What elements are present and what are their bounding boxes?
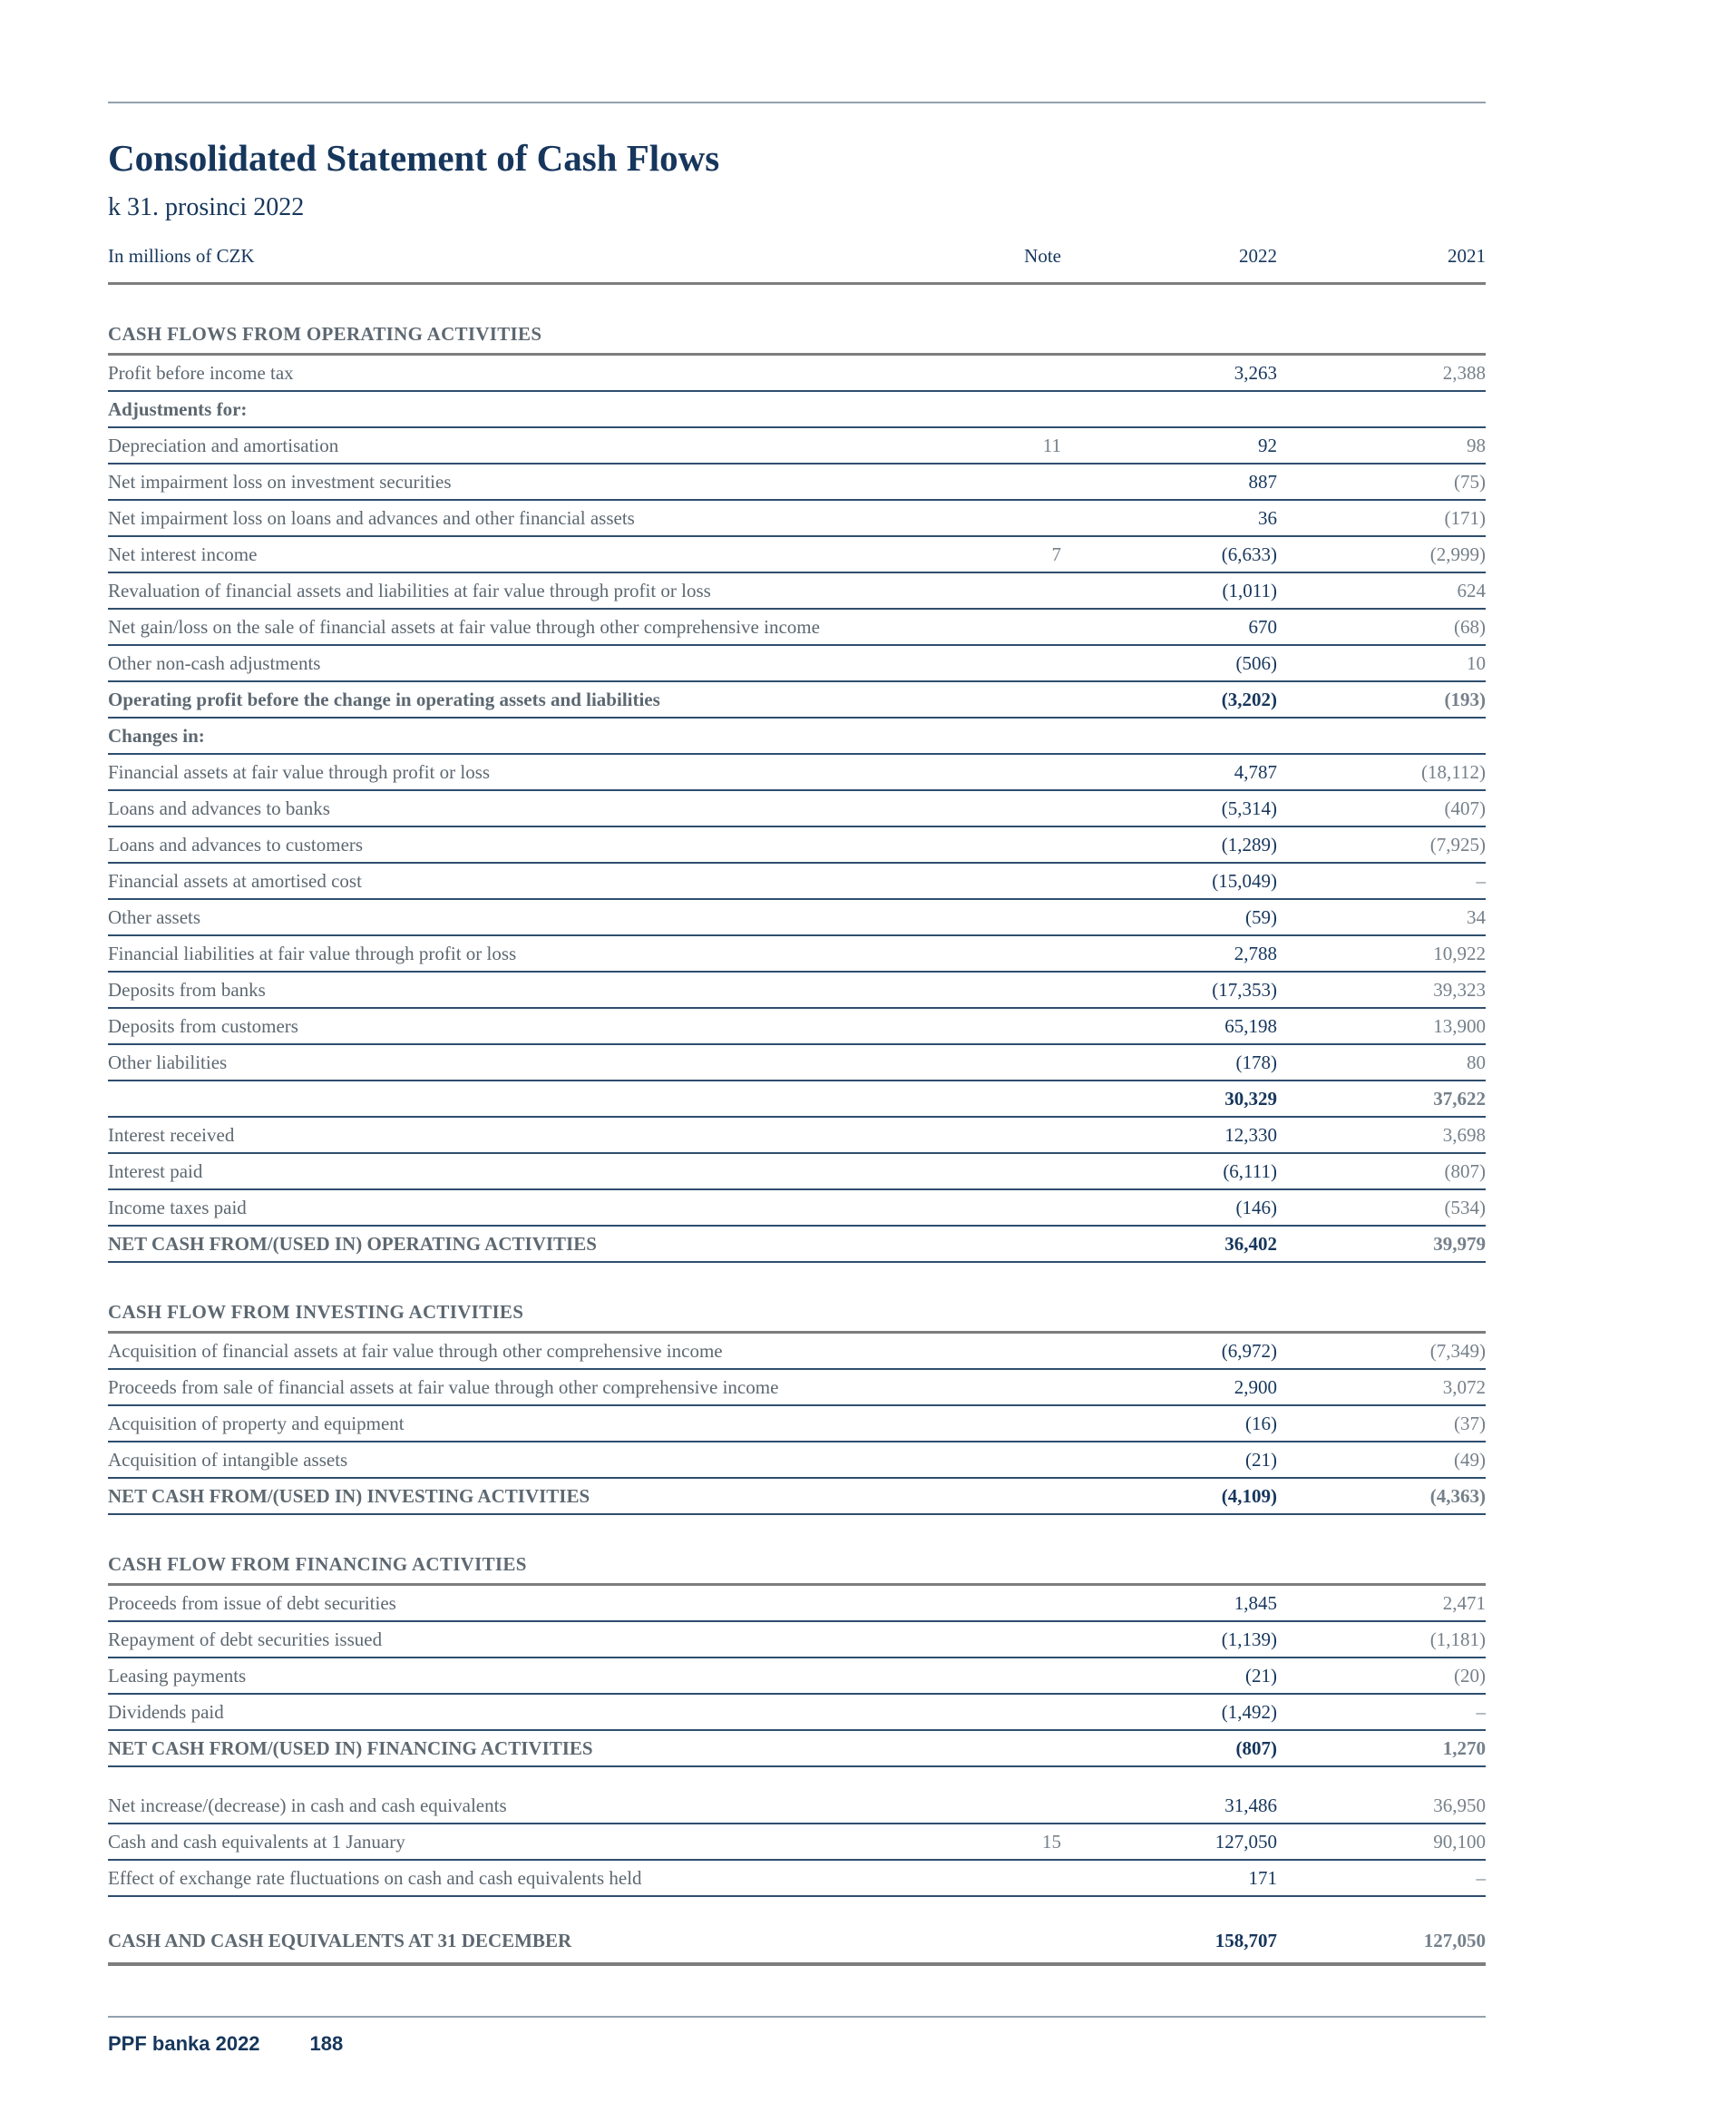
value-2022: (146) xyxy=(1061,1189,1277,1226)
row-label: Changes in: xyxy=(108,718,952,754)
value-2021: 1,270 xyxy=(1277,1730,1486,1766)
note-cell xyxy=(952,391,1061,427)
row-label: Operating profit before the change in operating assets and liabilities xyxy=(108,681,952,718)
note-cell xyxy=(952,863,1061,899)
note-cell xyxy=(952,899,1061,935)
row-label: Financial liabilities at fair value through profit or loss xyxy=(108,935,952,972)
table-row xyxy=(108,935,1486,972)
footer-brand: PPF banka 2022 xyxy=(108,2032,260,2055)
row-label: Proceeds from sale of financial assets at fair value through other comprehensive income xyxy=(108,1369,952,1405)
page-subtitle: k 31. prosinci 2022 xyxy=(108,193,305,221)
row-label xyxy=(108,1081,952,1117)
value-2022: (506) xyxy=(1061,645,1277,681)
note-cell xyxy=(952,972,1061,1008)
value-2022: (1,139) xyxy=(1061,1621,1277,1658)
value-2022: 2,788 xyxy=(1061,935,1277,972)
note-cell xyxy=(952,1585,1061,1622)
table-row xyxy=(108,681,1486,718)
note-cell xyxy=(952,1226,1061,1262)
row-label: NET CASH FROM/(USED IN) INVESTING ACTIVITIES xyxy=(108,1478,952,1514)
table-row xyxy=(108,609,1486,645)
value-2021: (7,925) xyxy=(1277,826,1486,863)
value-2022: (6,972) xyxy=(1061,1333,1277,1370)
table-row xyxy=(108,972,1486,1008)
table-row xyxy=(108,1405,1486,1442)
section-header-row xyxy=(108,284,1486,355)
value-2021: – xyxy=(1277,1694,1486,1730)
value-2021: (1,181) xyxy=(1277,1621,1486,1658)
value-2022: 127,050 xyxy=(1061,1824,1277,1860)
note-cell xyxy=(952,1896,1061,1964)
row-label: Loans and advances to customers xyxy=(108,826,952,863)
row-label: Acquisition of financial assets at fair value through other comprehensive income xyxy=(108,1333,952,1370)
value-2022: 1,845 xyxy=(1061,1585,1277,1622)
note-cell: 15 xyxy=(952,1824,1061,1860)
row-label: Profit before income tax xyxy=(108,355,952,392)
footer-rule xyxy=(108,2016,1486,2018)
row-label: Loans and advances to banks xyxy=(108,790,952,826)
value-2022 xyxy=(1061,718,1277,754)
row-label: NET CASH FROM/(USED IN) FINANCING ACTIVITIES xyxy=(108,1730,952,1766)
value-2021 xyxy=(1277,718,1486,754)
note-cell xyxy=(952,645,1061,681)
value-2021: (18,112) xyxy=(1277,754,1486,790)
value-2021: (2,999) xyxy=(1277,536,1486,572)
table-header-row xyxy=(108,241,1486,284)
row-label: Other assets xyxy=(108,899,952,935)
table-row xyxy=(108,500,1486,536)
value-2021: 39,323 xyxy=(1277,972,1486,1008)
table-row xyxy=(108,1621,1486,1658)
note-cell xyxy=(952,1153,1061,1189)
row-label: Deposits from banks xyxy=(108,972,952,1008)
column-header-currency: In millions of CZK xyxy=(108,241,952,284)
note-cell xyxy=(952,826,1061,863)
value-2022: (178) xyxy=(1061,1044,1277,1081)
value-2022: (17,353) xyxy=(1061,972,1277,1008)
note-cell xyxy=(952,790,1061,826)
table-row xyxy=(108,1585,1486,1622)
section-header-row xyxy=(108,1514,1486,1585)
note-cell xyxy=(952,1766,1061,1824)
value-2021: 37,622 xyxy=(1277,1081,1486,1117)
table-row xyxy=(108,1333,1486,1370)
note-cell xyxy=(952,1658,1061,1694)
table-row xyxy=(108,826,1486,863)
page-footer xyxy=(108,2016,1486,2056)
note-cell xyxy=(952,1860,1061,1896)
note-cell xyxy=(952,1621,1061,1658)
table-row xyxy=(108,899,1486,935)
value-2021: 10,922 xyxy=(1277,935,1486,972)
note-cell xyxy=(952,1694,1061,1730)
row-label: Income taxes paid xyxy=(108,1189,952,1226)
note-cell xyxy=(952,500,1061,536)
row-label: Other liabilities xyxy=(108,1044,952,1081)
table-row xyxy=(108,1153,1486,1189)
value-2022: 2,900 xyxy=(1061,1369,1277,1405)
table-row xyxy=(108,427,1486,464)
table-row xyxy=(108,1117,1486,1153)
value-2021: (37) xyxy=(1277,1405,1486,1442)
row-label: Net impairment loss on investment securities xyxy=(108,464,952,500)
table-row xyxy=(108,355,1486,392)
table-row xyxy=(108,1860,1486,1896)
value-2021: 2,388 xyxy=(1277,355,1486,392)
value-2022: (21) xyxy=(1061,1442,1277,1478)
content-column xyxy=(108,0,1486,1966)
row-label: CASH AND CASH EQUIVALENTS AT 31 DECEMBER xyxy=(108,1896,952,1964)
value-2021: 624 xyxy=(1277,572,1486,609)
value-2021: (807) xyxy=(1277,1153,1486,1189)
value-2022: (4,109) xyxy=(1061,1478,1277,1514)
row-label: Interest received xyxy=(108,1117,952,1153)
row-label: Acquisition of property and equipment xyxy=(108,1405,952,1442)
value-2022: (16) xyxy=(1061,1405,1277,1442)
table-row xyxy=(108,1189,1486,1226)
value-2022: (21) xyxy=(1061,1658,1277,1694)
value-2021: 90,100 xyxy=(1277,1824,1486,1860)
column-header-note: Note xyxy=(952,241,1061,284)
table-row xyxy=(108,1226,1486,1262)
value-2021: 2,471 xyxy=(1277,1585,1486,1622)
note-cell: 11 xyxy=(952,427,1061,464)
value-2021: (7,349) xyxy=(1277,1333,1486,1370)
note-cell xyxy=(952,1117,1061,1153)
note-cell xyxy=(952,1008,1061,1044)
row-label: Revaluation of financial assets and liabilities at fair value through profit or loss xyxy=(108,572,952,609)
value-2022: 92 xyxy=(1061,427,1277,464)
note-cell xyxy=(952,1333,1061,1370)
value-2022: (1,289) xyxy=(1061,826,1277,863)
section-header-label: CASH FLOWS FROM OPERATING ACTIVITIES xyxy=(108,284,1486,355)
value-2021: (20) xyxy=(1277,1658,1486,1694)
note-cell xyxy=(952,464,1061,500)
row-label: Other non-cash adjustments xyxy=(108,645,952,681)
value-2021: 36,950 xyxy=(1277,1766,1486,1824)
table-row xyxy=(108,1478,1486,1514)
table-row xyxy=(108,1442,1486,1478)
footer-page-number: 188 xyxy=(309,2032,344,2055)
value-2021: (68) xyxy=(1277,609,1486,645)
subheader-row xyxy=(108,391,1486,427)
note-cell xyxy=(952,1442,1061,1478)
value-2022: 158,707 xyxy=(1061,1896,1277,1964)
value-2022: (6,633) xyxy=(1061,536,1277,572)
value-2022: (1,011) xyxy=(1061,572,1277,609)
table-row xyxy=(108,863,1486,899)
row-label: Deposits from customers xyxy=(108,1008,952,1044)
note-cell xyxy=(952,718,1061,754)
value-2021: 127,050 xyxy=(1277,1896,1486,1964)
row-label: Financial assets at fair value through profit or loss xyxy=(108,754,952,790)
column-header-2022: 2022 xyxy=(1061,241,1277,284)
top-rule xyxy=(108,102,1486,103)
value-2022: (5,314) xyxy=(1061,790,1277,826)
row-label: Effect of exchange rate fluctuations on cash and cash equivalents held xyxy=(108,1860,952,1896)
note-cell xyxy=(952,1405,1061,1442)
note-cell xyxy=(952,754,1061,790)
table-row xyxy=(108,1766,1486,1824)
note-cell xyxy=(952,572,1061,609)
value-2021: (4,363) xyxy=(1277,1478,1486,1514)
table-row xyxy=(108,1369,1486,1405)
value-2022: (1,492) xyxy=(1061,1694,1277,1730)
value-2022: (807) xyxy=(1061,1730,1277,1766)
table-row xyxy=(108,1081,1486,1117)
section-header-row xyxy=(108,1262,1486,1333)
note-cell xyxy=(952,1189,1061,1226)
note-cell xyxy=(952,355,1061,392)
value-2021: – xyxy=(1277,863,1486,899)
value-2022: 36,402 xyxy=(1061,1226,1277,1262)
row-label: Depreciation and amortisation xyxy=(108,427,952,464)
value-2021: (171) xyxy=(1277,500,1486,536)
table-row xyxy=(108,1008,1486,1044)
table-row xyxy=(108,754,1486,790)
value-2021: 10 xyxy=(1277,645,1486,681)
value-2021: 3,698 xyxy=(1277,1117,1486,1153)
value-2021: (193) xyxy=(1277,681,1486,718)
row-label: Repayment of debt securities issued xyxy=(108,1621,952,1658)
note-cell xyxy=(952,681,1061,718)
value-2021: 34 xyxy=(1277,899,1486,935)
table-row xyxy=(108,645,1486,681)
row-label: Dividends paid xyxy=(108,1694,952,1730)
value-2022: 12,330 xyxy=(1061,1117,1277,1153)
footer-row xyxy=(108,2032,1486,2056)
column-header-2021: 2021 xyxy=(1277,241,1486,284)
row-label: Leasing payments xyxy=(108,1658,952,1694)
note-cell xyxy=(952,1478,1061,1514)
value-2022: 65,198 xyxy=(1061,1008,1277,1044)
section-header-label: CASH FLOW FROM FINANCING ACTIVITIES xyxy=(108,1514,1486,1585)
value-2022: (15,049) xyxy=(1061,863,1277,899)
row-label: Net increase/(decrease) in cash and cash equivalents xyxy=(108,1766,952,1824)
cash-flow-table xyxy=(108,241,1486,1966)
note-cell xyxy=(952,609,1061,645)
section-header-label: CASH FLOW FROM INVESTING ACTIVITIES xyxy=(108,1262,1486,1333)
value-2021: (534) xyxy=(1277,1189,1486,1226)
note-cell xyxy=(952,1730,1061,1766)
value-2021: 98 xyxy=(1277,427,1486,464)
table-row xyxy=(108,572,1486,609)
value-2022: (3,202) xyxy=(1061,681,1277,718)
value-2022: 31,486 xyxy=(1061,1766,1277,1824)
note-cell xyxy=(952,935,1061,972)
value-2021: (407) xyxy=(1277,790,1486,826)
value-2022: 670 xyxy=(1061,609,1277,645)
value-2021: – xyxy=(1277,1860,1486,1896)
row-label: Cash and cash equivalents at 1 January xyxy=(108,1824,952,1860)
table-row xyxy=(108,1694,1486,1730)
table-row xyxy=(108,790,1486,826)
row-label: NET CASH FROM/(USED IN) OPERATING ACTIVITIES xyxy=(108,1226,952,1262)
row-label: Interest paid xyxy=(108,1153,952,1189)
row-label: Net impairment loss on loans and advances and other financial assets xyxy=(108,500,952,536)
table-row xyxy=(108,1896,1486,1964)
note-cell xyxy=(952,1044,1061,1081)
value-2022: 36 xyxy=(1061,500,1277,536)
value-2022: 3,263 xyxy=(1061,355,1277,392)
value-2022: (59) xyxy=(1061,899,1277,935)
value-2022 xyxy=(1061,391,1277,427)
value-2021: (75) xyxy=(1277,464,1486,500)
value-2021: 3,072 xyxy=(1277,1369,1486,1405)
row-label: Acquisition of intangible assets xyxy=(108,1442,952,1478)
table-header xyxy=(108,241,1486,284)
value-2021 xyxy=(1277,391,1486,427)
value-2022: 4,787 xyxy=(1061,754,1277,790)
row-label: Net gain/loss on the sale of financial assets at fair value through other comprehensive income xyxy=(108,609,952,645)
value-2022: (6,111) xyxy=(1061,1153,1277,1189)
table-row xyxy=(108,1824,1486,1860)
value-2022: 887 xyxy=(1061,464,1277,500)
value-2022: 171 xyxy=(1061,1860,1277,1896)
row-label: Adjustments for: xyxy=(108,391,952,427)
note-cell xyxy=(952,1081,1061,1117)
row-label: Financial assets at amortised cost xyxy=(108,863,952,899)
table-body xyxy=(108,284,1486,1965)
page-title: Consolidated Statement of Cash Flows xyxy=(108,137,720,179)
value-2021: (49) xyxy=(1277,1442,1486,1478)
note-cell xyxy=(952,1369,1061,1405)
table-row xyxy=(108,536,1486,572)
table-row xyxy=(108,1044,1486,1081)
value-2021: 80 xyxy=(1277,1044,1486,1081)
note-cell: 7 xyxy=(952,536,1061,572)
value-2021: 13,900 xyxy=(1277,1008,1486,1044)
value-2022: 30,329 xyxy=(1061,1081,1277,1117)
table-row xyxy=(108,464,1486,500)
row-label: Net interest income xyxy=(108,536,952,572)
subheader-row xyxy=(108,718,1486,754)
value-2021: 39,979 xyxy=(1277,1226,1486,1262)
table-row xyxy=(108,1658,1486,1694)
table-row xyxy=(108,1730,1486,1766)
row-label: Proceeds from issue of debt securities xyxy=(108,1585,952,1622)
